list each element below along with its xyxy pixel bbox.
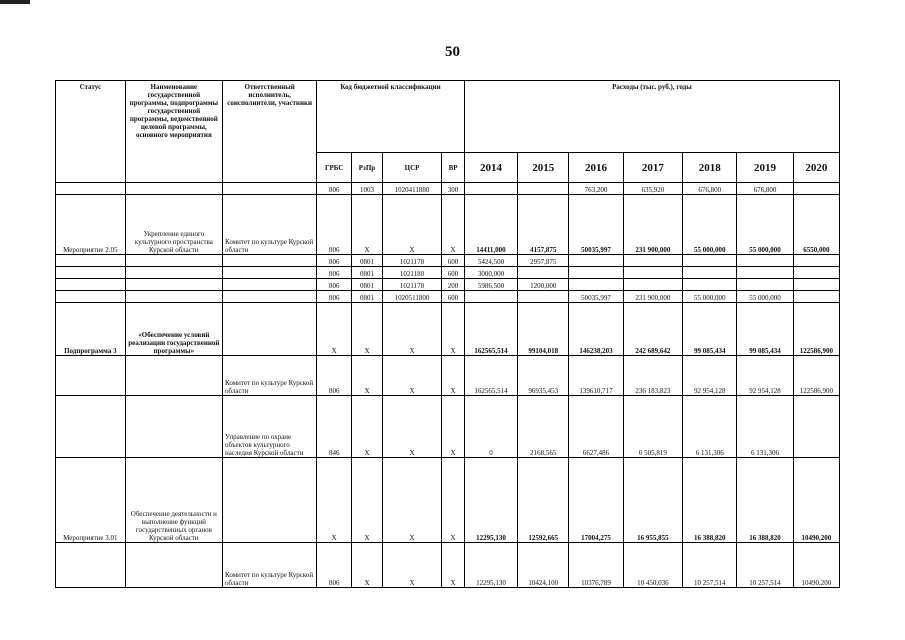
row-value-2018: 55 000,000 xyxy=(683,195,737,255)
row-csr: 1020411880 xyxy=(382,183,441,195)
row-value-2020: 10490,200 xyxy=(793,543,839,588)
row-value-2014: 3000,000 xyxy=(464,267,517,279)
row-value-2018 xyxy=(683,255,737,267)
row-executor xyxy=(223,458,317,543)
row-value-2016: 139610,717 xyxy=(569,356,623,396)
row-value-2016: 763,200 xyxy=(569,183,623,195)
row-vr: 200 xyxy=(442,279,465,291)
row-name xyxy=(125,255,222,267)
row-executor xyxy=(223,291,317,303)
row-value-2014: 12295,130 xyxy=(464,458,517,543)
row-value-2015: 2168,565 xyxy=(518,396,569,458)
row-value-2015 xyxy=(518,183,569,195)
row-value-2019: 6 131,306 xyxy=(737,396,793,458)
row-rzpr: X xyxy=(352,458,383,543)
row-value-2020 xyxy=(793,279,839,291)
row-rzpr: 0801 xyxy=(352,279,383,291)
row-vr: X xyxy=(442,543,465,588)
row-status xyxy=(56,255,126,267)
row-value-2019: 92 954,128 xyxy=(737,356,793,396)
row-rzpr: 0801 xyxy=(352,291,383,303)
row-value-2019: 16 388,820 xyxy=(737,458,793,543)
row-name xyxy=(125,396,222,458)
header-year-2015: 2015 xyxy=(518,153,569,183)
row-value-2015: 96935,453 xyxy=(518,356,569,396)
table-row xyxy=(56,396,840,458)
row-grbs: 806 xyxy=(317,195,352,255)
row-value-2017 xyxy=(623,267,682,279)
row-name xyxy=(125,291,222,303)
row-value-2017: 16 955,855 xyxy=(623,458,682,543)
row-value-2018: 92 954,128 xyxy=(683,356,737,396)
row-executor xyxy=(223,279,317,291)
row-vr: X xyxy=(442,303,465,356)
header-year-2019: 2019 xyxy=(737,153,793,183)
row-csr: X xyxy=(382,396,441,458)
header-csr: ЦСР xyxy=(382,153,441,183)
table-row xyxy=(56,458,840,543)
row-value-2014: 12295,130 xyxy=(464,543,517,588)
row-status: Мероприятие 3.01 xyxy=(56,458,126,543)
row-value-2015 xyxy=(518,291,569,303)
row-value-2018: 99 085,434 xyxy=(683,303,737,356)
row-rzpr: X xyxy=(352,195,383,255)
row-value-2015: 1200,000 xyxy=(518,279,569,291)
row-value-2017: 231 900,000 xyxy=(623,291,682,303)
header-row-top xyxy=(56,81,840,153)
row-status xyxy=(56,356,126,396)
row-vr: 600 xyxy=(442,291,465,303)
row-value-2018: 10 257,514 xyxy=(683,543,737,588)
header-grbs: ГРБС xyxy=(317,153,352,183)
row-value-2019: 55 000,000 xyxy=(737,195,793,255)
row-csr: X xyxy=(382,356,441,396)
row-value-2019 xyxy=(737,267,793,279)
row-value-2017: 236 183,823 xyxy=(623,356,682,396)
row-value-2020: 122586,900 xyxy=(793,356,839,396)
row-csr: X xyxy=(382,543,441,588)
row-value-2017 xyxy=(623,255,682,267)
header-year-2016: 2016 xyxy=(569,153,623,183)
budget-table xyxy=(55,80,840,588)
row-value-2014: 162565,514 xyxy=(464,356,517,396)
row-value-2019: 676,800 xyxy=(737,183,793,195)
table-row xyxy=(56,195,840,255)
row-csr: 1020511800 xyxy=(382,291,441,303)
row-value-2020 xyxy=(793,396,839,458)
row-csr: 1021178 xyxy=(382,255,441,267)
row-value-2015: 2957,875 xyxy=(518,255,569,267)
row-vr: 600 xyxy=(442,267,465,279)
row-status xyxy=(56,396,126,458)
row-executor: Комитет по культуре Курской области xyxy=(223,543,317,588)
header-rzpr: РзПр xyxy=(352,153,383,183)
row-vr: 600 xyxy=(442,255,465,267)
header-year-2017: 2017 xyxy=(623,153,682,183)
header-year-2014: 2014 xyxy=(464,153,517,183)
table-row xyxy=(56,291,840,303)
row-value-2016: 10376,789 xyxy=(569,543,623,588)
row-executor xyxy=(223,267,317,279)
table-row xyxy=(56,183,840,195)
row-grbs: X xyxy=(317,303,352,356)
row-grbs: X xyxy=(317,458,352,543)
table-row xyxy=(56,356,840,396)
row-value-2014: 14411,000 xyxy=(464,195,517,255)
row-rzpr: 0801 xyxy=(352,267,383,279)
row-grbs: 806 xyxy=(317,356,352,396)
row-name xyxy=(125,279,222,291)
row-value-2018 xyxy=(683,267,737,279)
header-name: Наименование государственной программы, подпрограммы государственной программы, ведомственной целевой программы, основного мероприятия xyxy=(125,81,222,183)
row-grbs: 806 xyxy=(317,291,352,303)
row-value-2015: 4157,875 xyxy=(518,195,569,255)
row-value-2018 xyxy=(683,279,737,291)
row-csr: X xyxy=(382,458,441,543)
row-rzpr: X xyxy=(352,356,383,396)
row-value-2020: 10490,200 xyxy=(793,458,839,543)
row-rzpr: X xyxy=(352,303,383,356)
row-value-2020: 6550,000 xyxy=(793,195,839,255)
row-value-2015: 10424,100 xyxy=(518,543,569,588)
row-value-2015 xyxy=(518,267,569,279)
row-grbs: 806 xyxy=(317,267,352,279)
row-value-2019: 10 257,514 xyxy=(737,543,793,588)
row-vr: X xyxy=(442,458,465,543)
row-value-2020 xyxy=(793,267,839,279)
row-value-2019 xyxy=(737,279,793,291)
row-name: Укрепление единого культурного пространства Курской области xyxy=(125,195,222,255)
row-vr: X xyxy=(442,195,465,255)
row-value-2014: 0 xyxy=(464,396,517,458)
row-grbs: 806 xyxy=(317,255,352,267)
row-rzpr: 1003 xyxy=(352,183,383,195)
row-grbs: 846 xyxy=(317,396,352,458)
row-executor: Комитет по культуре Курской области xyxy=(223,195,317,255)
row-value-2015: 12592,665 xyxy=(518,458,569,543)
row-status xyxy=(56,267,126,279)
row-name xyxy=(125,543,222,588)
row-value-2016: 146238,203 xyxy=(569,303,623,356)
header-code-group: Код бюджетной классификации xyxy=(317,81,465,153)
row-value-2017: 6 505,819 xyxy=(623,396,682,458)
scan-corner-mark xyxy=(0,0,30,4)
row-value-2019: 55 000,000 xyxy=(737,291,793,303)
row-value-2017 xyxy=(623,279,682,291)
row-name: Обеспечение деятельности и выполнение функций государственных органов Курской области xyxy=(125,458,222,543)
row-status xyxy=(56,183,126,195)
row-status xyxy=(56,291,126,303)
table-row xyxy=(56,267,840,279)
row-value-2014: 162565,514 xyxy=(464,303,517,356)
page-number: 50 xyxy=(445,44,460,60)
row-value-2018: 6 131,306 xyxy=(683,396,737,458)
row-rzpr: X xyxy=(352,396,383,458)
row-value-2017: 242 689,642 xyxy=(623,303,682,356)
row-vr: X xyxy=(442,396,465,458)
header-status: Статус xyxy=(56,81,126,183)
row-grbs: 806 xyxy=(317,183,352,195)
row-status: Подпрограмма 3 xyxy=(56,303,126,356)
table-row xyxy=(56,255,840,267)
row-csr: 1021180 xyxy=(382,267,441,279)
row-name xyxy=(125,267,222,279)
row-value-2014: 5424,500 xyxy=(464,255,517,267)
row-value-2016: 17004,275 xyxy=(569,458,623,543)
row-value-2015: 99104,018 xyxy=(518,303,569,356)
header-expenses-group: Расходы (тыс. руб.), годы xyxy=(464,81,839,153)
header-executor: Ответственный исполнитель, соисполнители, участники xyxy=(223,81,317,183)
row-value-2017: 635,920 xyxy=(623,183,682,195)
row-name xyxy=(125,183,222,195)
row-executor: Комитет по культуре Курской области xyxy=(223,356,317,396)
row-value-2020 xyxy=(793,183,839,195)
row-value-2016: 50035,997 xyxy=(569,291,623,303)
row-csr: X xyxy=(382,195,441,255)
row-value-2020 xyxy=(793,255,839,267)
row-value-2014 xyxy=(464,183,517,195)
table-row xyxy=(56,303,840,356)
row-value-2020 xyxy=(793,291,839,303)
row-status xyxy=(56,543,126,588)
row-rzpr: X xyxy=(352,543,383,588)
row-grbs: 806 xyxy=(317,543,352,588)
row-value-2016 xyxy=(569,267,623,279)
row-name xyxy=(125,356,222,396)
row-value-2018: 676,800 xyxy=(683,183,737,195)
row-value-2018: 55 000,000 xyxy=(683,291,737,303)
row-value-2017: 231 900,000 xyxy=(623,195,682,255)
row-vr: 300 xyxy=(442,183,465,195)
row-value-2020: 122586,900 xyxy=(793,303,839,356)
row-csr: X xyxy=(382,303,441,356)
row-status: Мероприятие 2.05 xyxy=(56,195,126,255)
row-value-2016 xyxy=(569,255,623,267)
row-status xyxy=(56,279,126,291)
row-value-2014: 5986,500 xyxy=(464,279,517,291)
row-value-2016 xyxy=(569,279,623,291)
row-value-2016: 6627,486 xyxy=(569,396,623,458)
row-value-2016: 50035,997 xyxy=(569,195,623,255)
row-grbs: 806 xyxy=(317,279,352,291)
row-value-2014 xyxy=(464,291,517,303)
row-value-2018: 16 388,820 xyxy=(683,458,737,543)
row-csr: 1021178 xyxy=(382,279,441,291)
header-vr: ВР xyxy=(442,153,465,183)
row-executor xyxy=(223,183,317,195)
table-row xyxy=(56,543,840,588)
row-value-2017: 10 450,036 xyxy=(623,543,682,588)
header-year-2020: 2020 xyxy=(793,153,839,183)
row-value-2019 xyxy=(737,255,793,267)
table-row xyxy=(56,279,840,291)
row-executor xyxy=(223,255,317,267)
row-rzpr: 0801 xyxy=(352,255,383,267)
row-value-2019: 99 085,434 xyxy=(737,303,793,356)
row-executor xyxy=(223,303,317,356)
header-year-2018: 2018 xyxy=(683,153,737,183)
row-vr: X xyxy=(442,356,465,396)
row-name: «Обеспечение условий реализации государственной программы» xyxy=(125,303,222,356)
row-executor: Управление по охране объектов культурного наследия Курской области xyxy=(223,396,317,458)
